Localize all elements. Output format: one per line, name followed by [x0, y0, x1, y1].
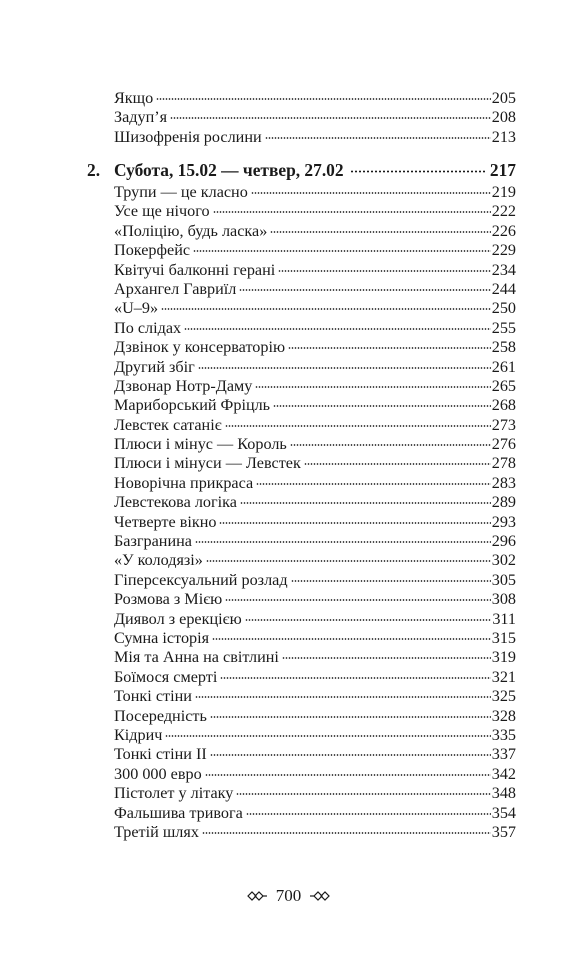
dot-leader: [205, 774, 491, 776]
dot-leader: [161, 308, 491, 310]
toc-entry-page: 335: [491, 725, 516, 744]
dot-leader: [270, 231, 490, 233]
toc-entry-title: Пістолет у літаку: [114, 784, 234, 803]
toc-entry[interactable]: [114, 89, 516, 108]
toc-entry-page: 296: [491, 532, 516, 551]
toc-entry-page: 357: [491, 822, 516, 841]
toc-entry[interactable]: [114, 493, 516, 512]
dot-leader: [210, 716, 491, 718]
toc-entry[interactable]: [114, 571, 516, 590]
dot-leader: [265, 137, 491, 139]
dot-leader: [251, 192, 491, 194]
toc-entry[interactable]: [114, 358, 516, 377]
toc-entry-title: «Поліцію, будь ласка»: [114, 221, 268, 240]
toc-entry[interactable]: [114, 474, 516, 493]
toc-entry-title: Розмова з Мією: [114, 590, 223, 609]
toc-entry[interactable]: [114, 108, 516, 127]
chapter-heading[interactable]: [87, 160, 516, 180]
toc-entry[interactable]: [114, 513, 516, 532]
dot-leader: [350, 170, 487, 173]
toc-entry-page: 278: [491, 454, 516, 473]
toc-entry-title: Дзвінок у консерваторію: [114, 338, 286, 357]
toc-entry-page: 213: [491, 127, 516, 146]
toc-entry-title: Плюси і мінуси — Левстек: [114, 454, 301, 473]
toc-entry-page: 321: [491, 667, 516, 686]
toc-entry-title: Задуп’я: [114, 108, 168, 127]
dot-leader: [304, 463, 491, 465]
toc-entry-title: Покерфейс: [114, 241, 191, 260]
dot-leader: [240, 502, 491, 504]
dot-leader: [288, 347, 491, 349]
toc-entry-page: 276: [491, 435, 516, 454]
toc-entry-page: 354: [491, 803, 516, 822]
toc-entry-title: Тонкі стіни: [114, 687, 192, 706]
toc-entry-page: 258: [491, 338, 516, 357]
toc-entry[interactable]: [114, 687, 516, 706]
toc-entry[interactable]: [114, 590, 516, 609]
ornament-right-icon: [309, 890, 331, 902]
toc-entry-page: 244: [491, 279, 516, 298]
toc-entry-page: 319: [491, 648, 516, 667]
toc-entry-page: 222: [491, 202, 516, 221]
toc-entry-title: Посередність: [114, 706, 207, 725]
toc-top-entries: [114, 89, 516, 147]
dot-leader: [210, 754, 491, 756]
toc-entry[interactable]: [114, 610, 516, 629]
toc-entry-page: 219: [491, 183, 516, 201]
toc-entry-page: 261: [491, 357, 516, 376]
toc-entry[interactable]: [114, 745, 516, 764]
dot-leader: [273, 405, 491, 407]
dot-leader: [290, 444, 491, 446]
toc-entry[interactable]: [114, 377, 516, 396]
toc-entry-title: Боїмося смерті: [114, 667, 218, 686]
toc-entry-page: 234: [491, 260, 516, 279]
toc-entry-title: «U–9»: [114, 299, 159, 318]
dot-leader: [220, 677, 490, 679]
chapter-title: Субота, 15.02 — четвер, 27.02: [114, 160, 344, 180]
toc-entry[interactable]: [114, 183, 516, 202]
toc-chapter-entries: [114, 183, 516, 842]
dot-leader: [236, 793, 490, 795]
toc-entry-title: Гіперсексуальний розлад: [114, 570, 288, 589]
toc-entry[interactable]: [114, 319, 516, 338]
dot-leader: [198, 367, 491, 369]
toc-entry-page: 226: [491, 221, 516, 240]
toc-entry-page: 255: [491, 318, 516, 337]
chapter-page: 217: [489, 160, 516, 180]
chapter-number: 2.: [87, 160, 101, 180]
dot-leader: [156, 98, 490, 100]
toc-entry-page: 268: [491, 396, 516, 415]
toc-entry-title: Шизофренія рослини: [114, 127, 262, 146]
toc-entry-title: По слідах: [114, 318, 182, 337]
toc-entry[interactable]: [114, 648, 516, 667]
dot-leader: [170, 117, 491, 119]
toc-entry-page: 305: [491, 570, 516, 589]
toc-entry[interactable]: [114, 128, 516, 147]
toc-entry[interactable]: [114, 261, 516, 280]
dot-leader: [193, 250, 491, 252]
dot-leader: [184, 328, 491, 330]
toc-entry-title: Усе ще нічого: [114, 202, 210, 221]
toc-entry-title: 300 000 евро: [114, 764, 202, 783]
toc-entry-page: 315: [491, 628, 516, 647]
toc-entry-title: Другий збіг: [114, 357, 195, 376]
toc-entry[interactable]: [114, 396, 516, 415]
toc-entry-page: 229: [491, 241, 516, 260]
toc-entry-title: Мія та Анна на світлині: [114, 648, 279, 667]
toc-entry[interactable]: [114, 765, 516, 784]
toc-entry[interactable]: [114, 551, 516, 570]
toc-entry-title: Новорічна прикраса: [114, 473, 254, 492]
page-footer: [0, 886, 577, 906]
toc-entry-page: 311: [492, 609, 516, 628]
toc-entry-page: 337: [491, 745, 516, 764]
toc-entry-title: Архангел Гавриїл: [114, 279, 237, 298]
toc-entry[interactable]: [114, 454, 516, 473]
toc-entry[interactable]: [114, 338, 516, 357]
toc-entry[interactable]: [114, 823, 516, 842]
toc-entry-title: Четверте вікно: [114, 512, 217, 531]
dot-leader: [219, 522, 490, 524]
toc-entry-title: Фальшива тривога: [114, 803, 243, 822]
toc-entry-page: 342: [491, 764, 516, 783]
dot-leader: [255, 386, 490, 388]
toc-entry-page: 348: [491, 784, 516, 803]
toc-entry-page: 283: [491, 473, 516, 492]
toc-entry[interactable]: [114, 280, 516, 299]
toc-entry-title: Диявол з ерекцією: [114, 609, 242, 628]
dot-leader: [213, 211, 491, 213]
toc-entry-title: Мариборський Фріцль: [114, 396, 271, 415]
toc-entry[interactable]: [114, 299, 516, 318]
toc-entry[interactable]: [114, 202, 516, 221]
toc-entry-title: Якщо: [114, 89, 154, 107]
toc-entry[interactable]: [114, 804, 516, 823]
dot-leader: [225, 425, 491, 427]
dot-leader: [195, 696, 491, 698]
toc-entry-title: Плюси і мінус — Король: [114, 435, 287, 454]
toc-entry-title: «У колодязі»: [114, 551, 203, 570]
toc-entry[interactable]: [114, 222, 516, 241]
toc-entry-title: Трупи — це класно: [114, 183, 248, 201]
toc-entry-page: 208: [491, 108, 516, 127]
toc-entry[interactable]: [114, 668, 516, 687]
dot-leader: [278, 270, 490, 272]
dot-leader: [165, 735, 490, 737]
toc-entry[interactable]: [114, 241, 516, 260]
dot-leader: [202, 832, 491, 834]
dot-leader: [282, 657, 491, 659]
toc-entry[interactable]: [114, 629, 516, 648]
dot-leader: [291, 580, 491, 582]
dot-leader: [256, 483, 491, 485]
toc-entry[interactable]: [114, 532, 516, 551]
toc-entry-page: 289: [491, 493, 516, 512]
toc-entry-page: 250: [491, 299, 516, 318]
toc-entry-page: 205: [491, 89, 516, 107]
toc-entry-title: Левстекова логіка: [114, 493, 237, 512]
toc-entry-title: Дзвонар Нотр-Даму: [114, 376, 253, 395]
toc-entry-page: 328: [491, 706, 516, 725]
dot-leader: [225, 599, 490, 601]
toc-entry-title: Третій шлях: [114, 822, 199, 841]
toc-entry-title: Кідрич: [114, 725, 163, 744]
dot-leader: [195, 541, 491, 543]
ornament-left-icon: [246, 890, 268, 902]
toc-entry-page: 293: [491, 512, 516, 531]
dot-leader: [245, 619, 492, 621]
toc-entry[interactable]: [114, 707, 516, 726]
dot-leader: [246, 813, 491, 815]
page-number: 700: [275, 886, 302, 905]
toc-entry-page: 265: [491, 376, 516, 395]
dot-leader: [239, 289, 490, 291]
toc-entry-page: 302: [491, 551, 516, 570]
dot-leader: [206, 560, 491, 562]
toc-entry[interactable]: [114, 784, 516, 803]
toc-entry-title: Левстек сатаніє: [114, 415, 222, 434]
dot-leader: [212, 638, 491, 640]
toc-entry[interactable]: [114, 435, 516, 454]
toc-entry[interactable]: [114, 726, 516, 745]
toc-entry-title: Сумна історія: [114, 628, 210, 647]
toc-entry-title: Базгранина: [114, 532, 192, 551]
toc-entry-title: Квітучі балконні герані: [114, 260, 276, 279]
toc-entry-page: 325: [491, 687, 516, 706]
toc-entry-page: 273: [491, 415, 516, 434]
toc-entry-page: 308: [491, 590, 516, 609]
toc-entry-title: Тонкі стіни II: [114, 745, 207, 764]
toc-entry[interactable]: [114, 416, 516, 435]
